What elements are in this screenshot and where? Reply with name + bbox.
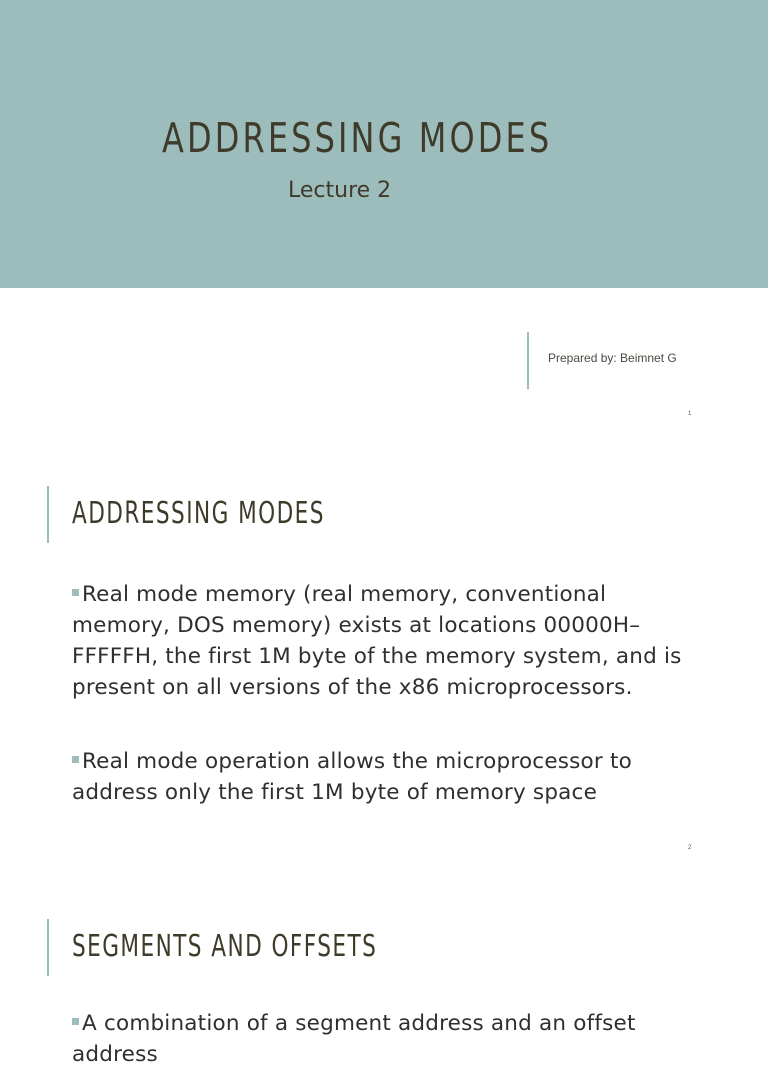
slide1-title: ADDRESSING MODES xyxy=(162,114,553,162)
bullet-square-icon xyxy=(72,1018,79,1025)
slide3-heading: SEGMENTS AND OFFSETS xyxy=(72,929,378,964)
slide3-heading-divider xyxy=(47,919,49,976)
slide1-number: 1 xyxy=(688,411,692,417)
slide2-heading-divider xyxy=(47,486,49,543)
slide3-bullet-1 xyxy=(72,1008,692,1070)
prepared-divider xyxy=(527,332,529,389)
slide2-bullet-2 xyxy=(72,746,692,808)
slide1-subtitle: Lecture 2 xyxy=(288,178,392,203)
slide2-heading: ADDRESSING MODES xyxy=(72,496,325,531)
slide2-number: 2 xyxy=(688,845,692,851)
prepared-by: Prepared by: Beimnet G xyxy=(548,351,677,365)
bullet-square-icon xyxy=(72,756,79,763)
bullet-text: Real mode memory (real memory, conventional memory, DOS memory) exists at locations 00000H–FFFFFH, the first 1M byte of the memory system, and is present on all versions of the x86 microprocessors. xyxy=(72,582,682,700)
bullet-text: Real mode operation allows the microprocessor to address only the first 1M byte of memory space xyxy=(72,749,632,805)
bullet-text: A combination of a segment address and an offset address xyxy=(72,1011,636,1067)
bullet-square-icon xyxy=(72,589,79,596)
slide2-bullet-1 xyxy=(72,579,692,703)
